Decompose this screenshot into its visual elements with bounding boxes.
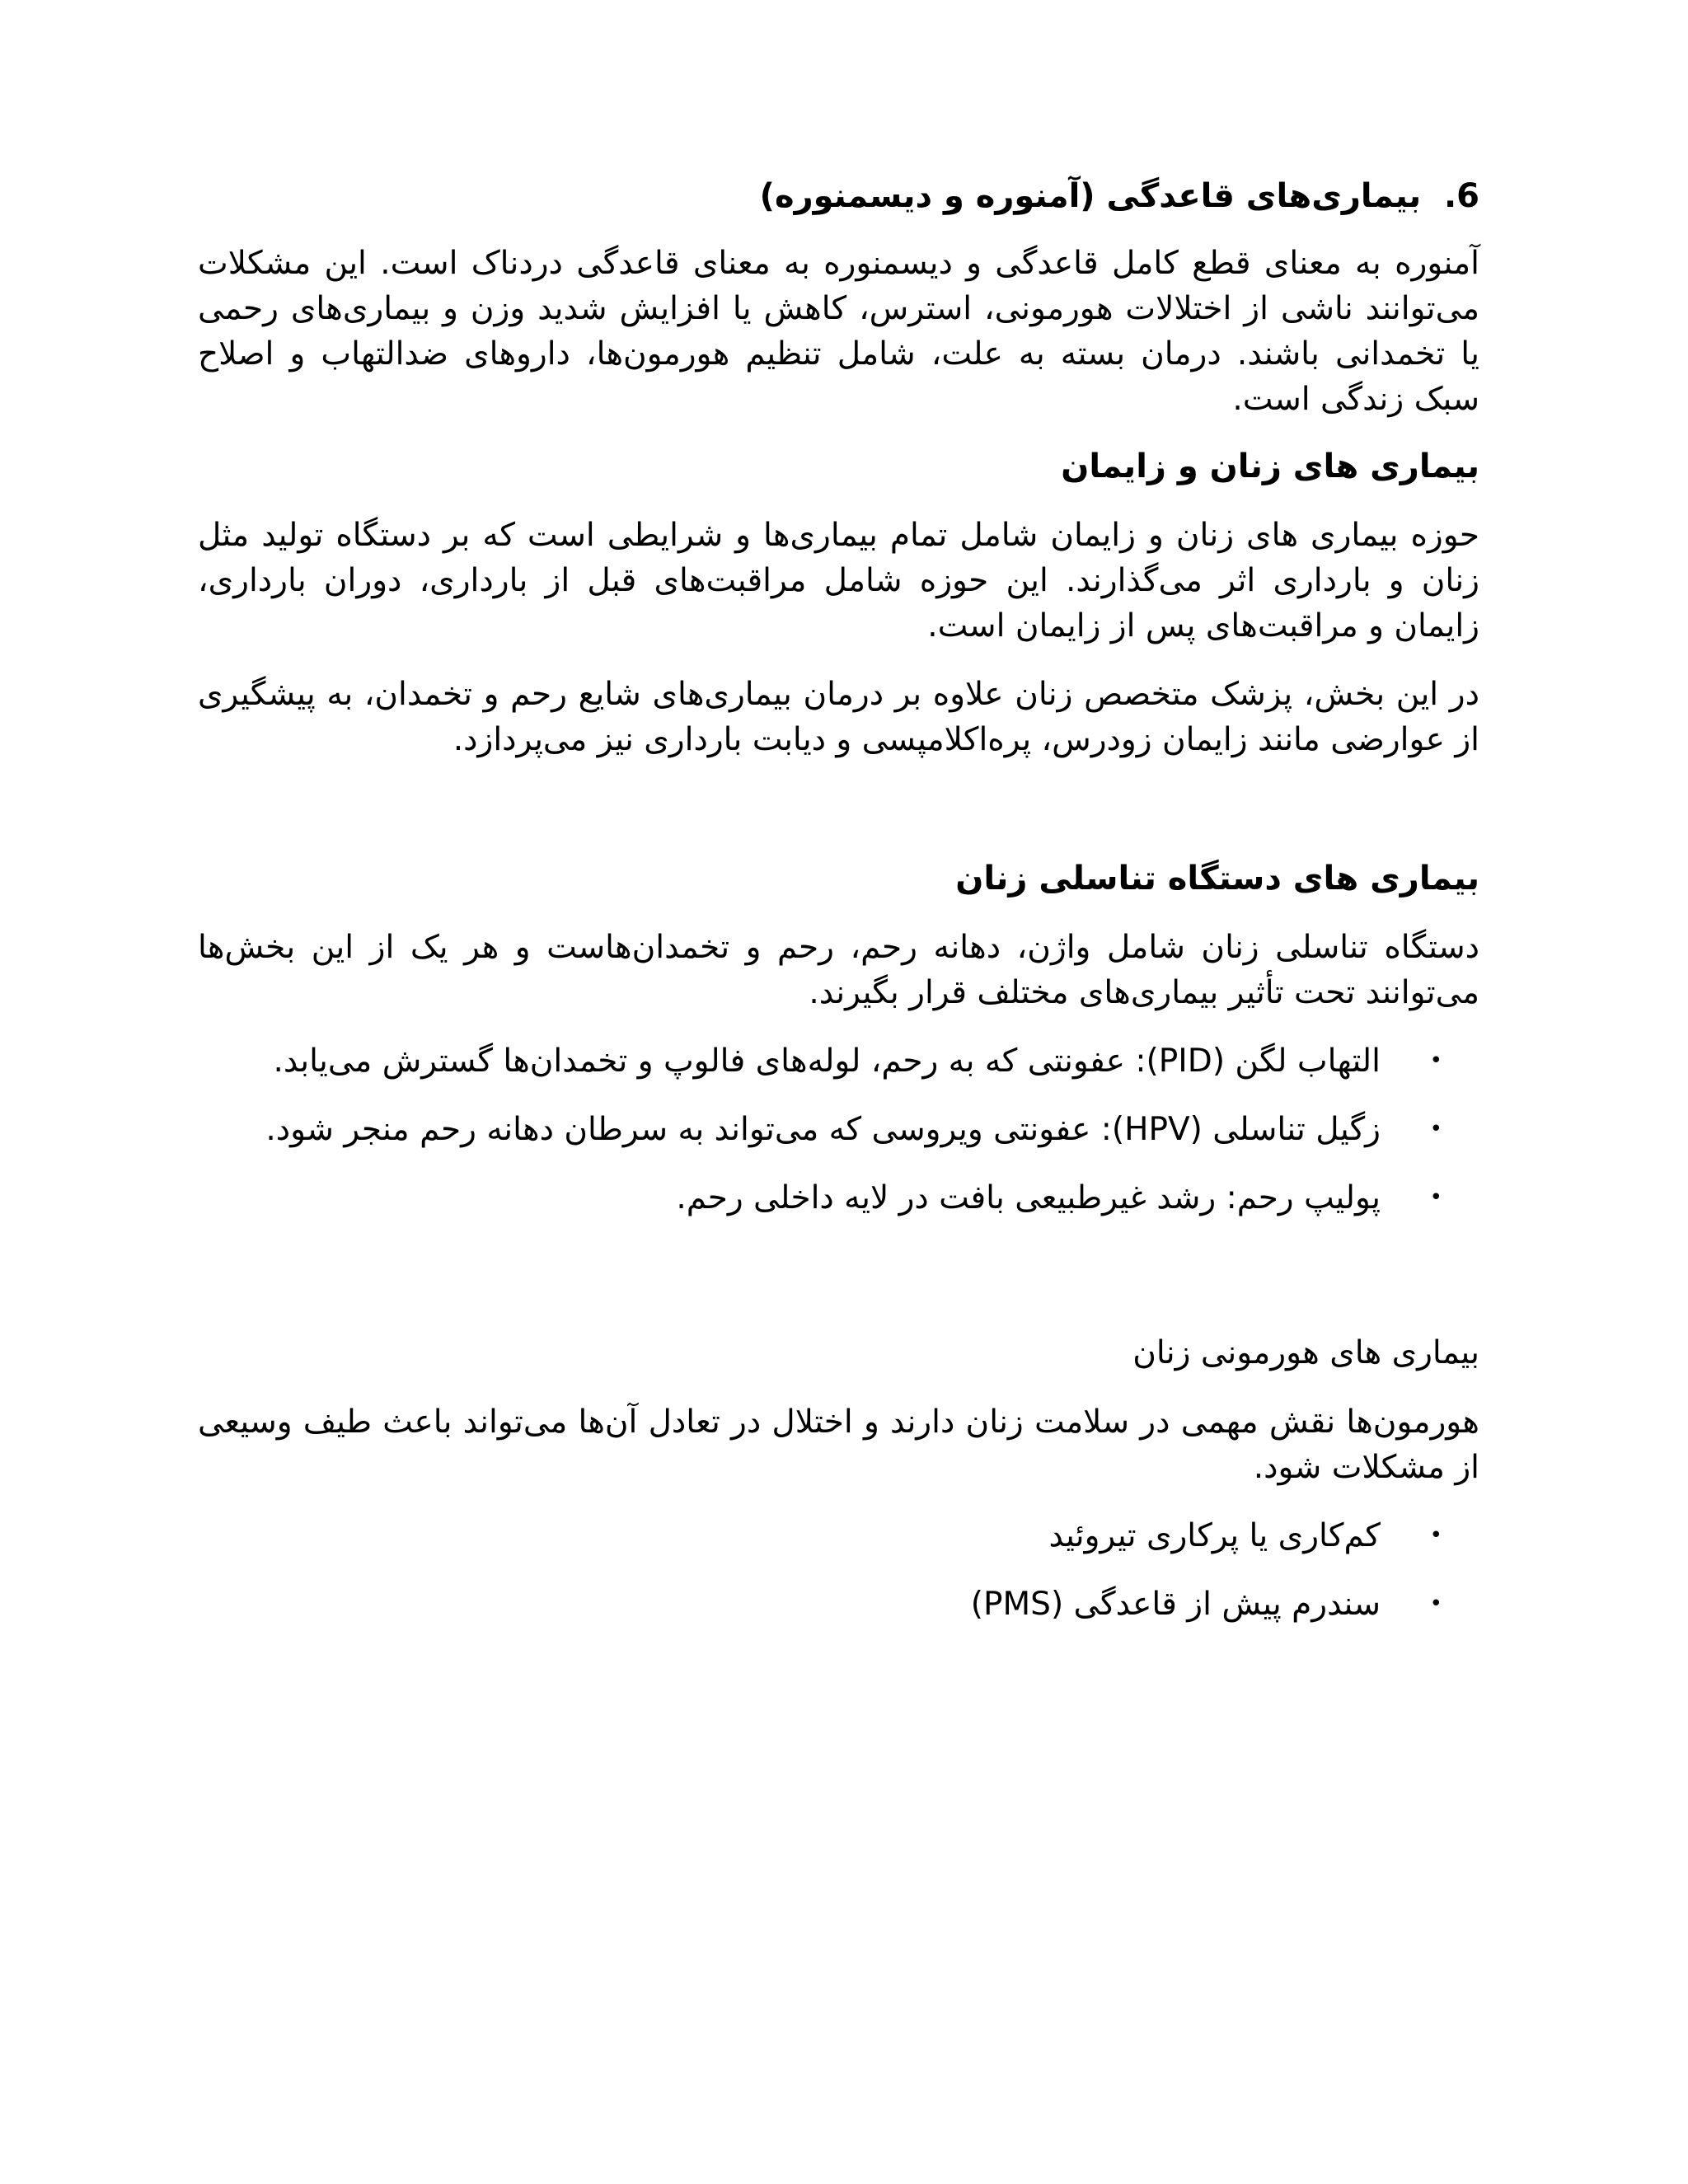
section-number: 6. — [1443, 177, 1479, 215]
document-page — [198, 173, 1479, 1650]
list-item-text: پولیپ رحم: رشد غیرطبیعی بافت در لایه داخلی رحم. — [676, 1179, 1381, 1216]
list-item-text: سندرم پیش از قاعدگی (PMS) — [970, 1586, 1381, 1623]
bullet-icon: • — [1429, 1048, 1442, 1073]
list-item-text: التهاب لگن (PID): عفونتی که به رحم، لوله‌های فالوپ و تخمدان‌ها گسترش می‌یابد. — [273, 1043, 1381, 1080]
bullet-icon: • — [1429, 1117, 1442, 1141]
list-item — [198, 1107, 1479, 1152]
gynecology-paragraph-1: حوزه بیماری های زنان و زایمان شامل تمام بیماری‌ها و شرایطی است که بر دستگاه تولید مثل زنان و بارداری اثر می‌گذارند. این حوزه شامل مراقبت‌های قبل از بارداری، دوران بارداری، زایمان و مراقبت‌های پس از زایمان است. — [198, 517, 1479, 644]
reproductive-heading: بیماری های دستگاه تناسلی زنان — [955, 860, 1479, 898]
hormonal-disease-list — [198, 1513, 1479, 1627]
section-6-heading — [198, 173, 1479, 219]
gynecology-heading: بیماری های زنان و زایمان — [1061, 448, 1479, 485]
list-item — [198, 1582, 1479, 1627]
bullet-icon: • — [1429, 1591, 1442, 1616]
hormonal-paragraph: هورمون‌ها نقش مهمی در سلامت زنان دارند و اختلال در تعادل آن‌ها می‌تواند باعث طیف وسیعی از مشکلات شود. — [198, 1404, 1479, 1486]
hormonal-heading: بیماری های هورمونی زنان — [1132, 1334, 1479, 1371]
list-item — [198, 1038, 1479, 1084]
list-item-text: زگیل تناسلی (HPV): عفونتی ویروسی که می‌تواند به سرطان دهانه رحم منجر شود. — [265, 1111, 1381, 1148]
list-item-text: کم‌کاری یا پرکاری تیروئید — [1048, 1517, 1381, 1554]
reproductive-paragraph: دستگاه تناسلی زنان شامل واژن، دهانه رحم، رحم و تخمدان‌هاست و هر یک از این بخش‌ها می‌توانند تحت تأثیر بیماری‌های مختلف قرار بگیرند. — [198, 929, 1479, 1011]
menstrual-disorders-paragraph: آمنوره به معنای قطع کامل قاعدگی و دیسمنوره به معنای قاعدگی دردناک است. این مشکلات می‌توانند ناشی از اختلالات هورمونی، استرس، کاهش یا افزایش شدید وزن و بیماری‌های رحمی یا تخمدانی باشند. درمان بسته به علت، شامل تنظیم هورمون‌ها، داروهای ضدالتهاب و اصلاح سبک زندگی است. — [198, 245, 1479, 418]
list-item — [198, 1175, 1479, 1221]
reproductive-disease-list — [198, 1038, 1479, 1221]
bullet-icon: • — [1429, 1523, 1442, 1548]
gynecology-paragraph-2: در این بخش، پزشک متخصص زنان علاوه بر درمان بیماری‌های شایع رحم و تخمدان، به پیشگیری از عوارضی مانند زایمان زودرس، پره‌اکلامپسی و دیابت بارداری نیز می‌پردازد. — [198, 676, 1479, 758]
section-6-title: بیماری‌های قاعدگی (آمنوره و دیسمنوره) — [759, 177, 1422, 215]
bullet-icon: • — [1429, 1185, 1442, 1210]
list-item — [198, 1513, 1479, 1558]
